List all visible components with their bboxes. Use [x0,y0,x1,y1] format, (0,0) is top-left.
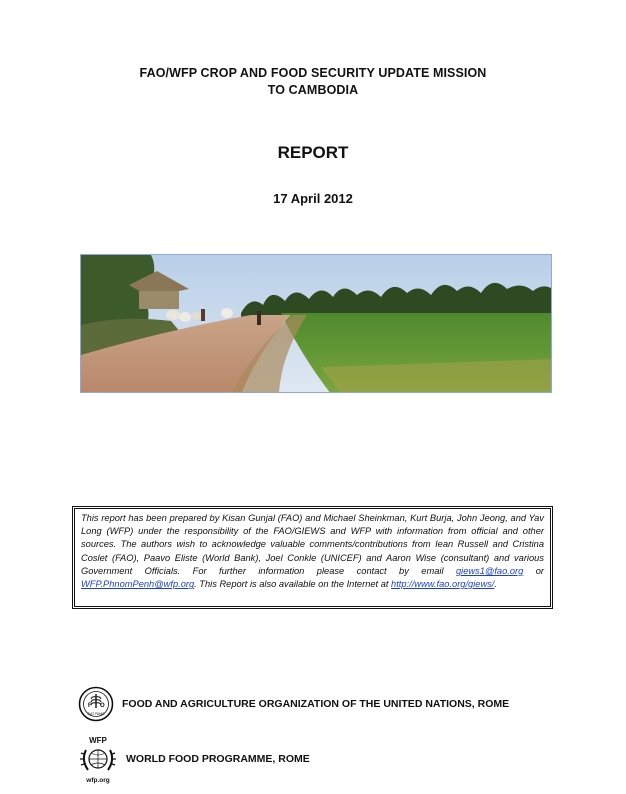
wfp-name: WORLD FOOD PROGRAMME, ROME [126,753,310,765]
wfp-row [78,734,310,784]
acknowledgement-part-2: . This Report is also available on the Internet at [194,579,392,590]
email-link-wfp[interactable]: WFP.PhnomPenh@wfp.org [81,579,195,590]
fao-row [78,686,509,722]
report-title-line-2: TO CAMBODIA [267,83,359,97]
svg-text:O: O [100,703,105,709]
acknowledgement-or: or [523,565,544,576]
giews-website-link[interactable]: http://www.fao.org/giews/ [391,579,495,590]
acknowledgement-box [72,506,553,609]
report-heading: REPORT [277,143,349,162]
email-link-giews[interactable]: giews1@fao.org [455,565,524,576]
acknowledgement-part-1: This report has been prepared by Kisan Gunjal (FAO) and Michael Sheinkman, Kurt Burja, John Jeong, and Yav Long (WFP) under the responsibility of the FAO/GIEWS and WFP with information from official and other sources. The authors wish to acknowledge valuable comments/contributions from Iean Russell and Cristina Coslet (FAO), Paavo Eliste (World Bank), Joel Conkle (UNICEF) and Aaron Wise (consultant) and various Government Officials. For further information please contact by email [81,513,544,576]
acknowledgement-end: . [494,579,497,590]
rural-road-photo [81,255,552,393]
cover-photo [80,254,552,393]
fao-name: FOOD AND AGRICULTURE ORGANIZATION OF THE UNITED NATIONS, ROME [122,698,510,710]
svg-text:FIAT PANIS: FIAT PANIS [87,712,105,716]
svg-text:wfp.org: wfp.org [86,777,110,784]
wfp-logo-icon [78,734,118,784]
report-title-line-1: FAO/WFP CROP AND FOOD SECURITY UPDATE MISSION [139,66,487,80]
svg-text:WFP: WFP [89,736,107,745]
fao-logo-icon [78,686,114,722]
svg-text:F: F [88,703,92,709]
report-date: 17 April 2012 [273,191,353,206]
acknowledgement-text [81,512,544,591]
